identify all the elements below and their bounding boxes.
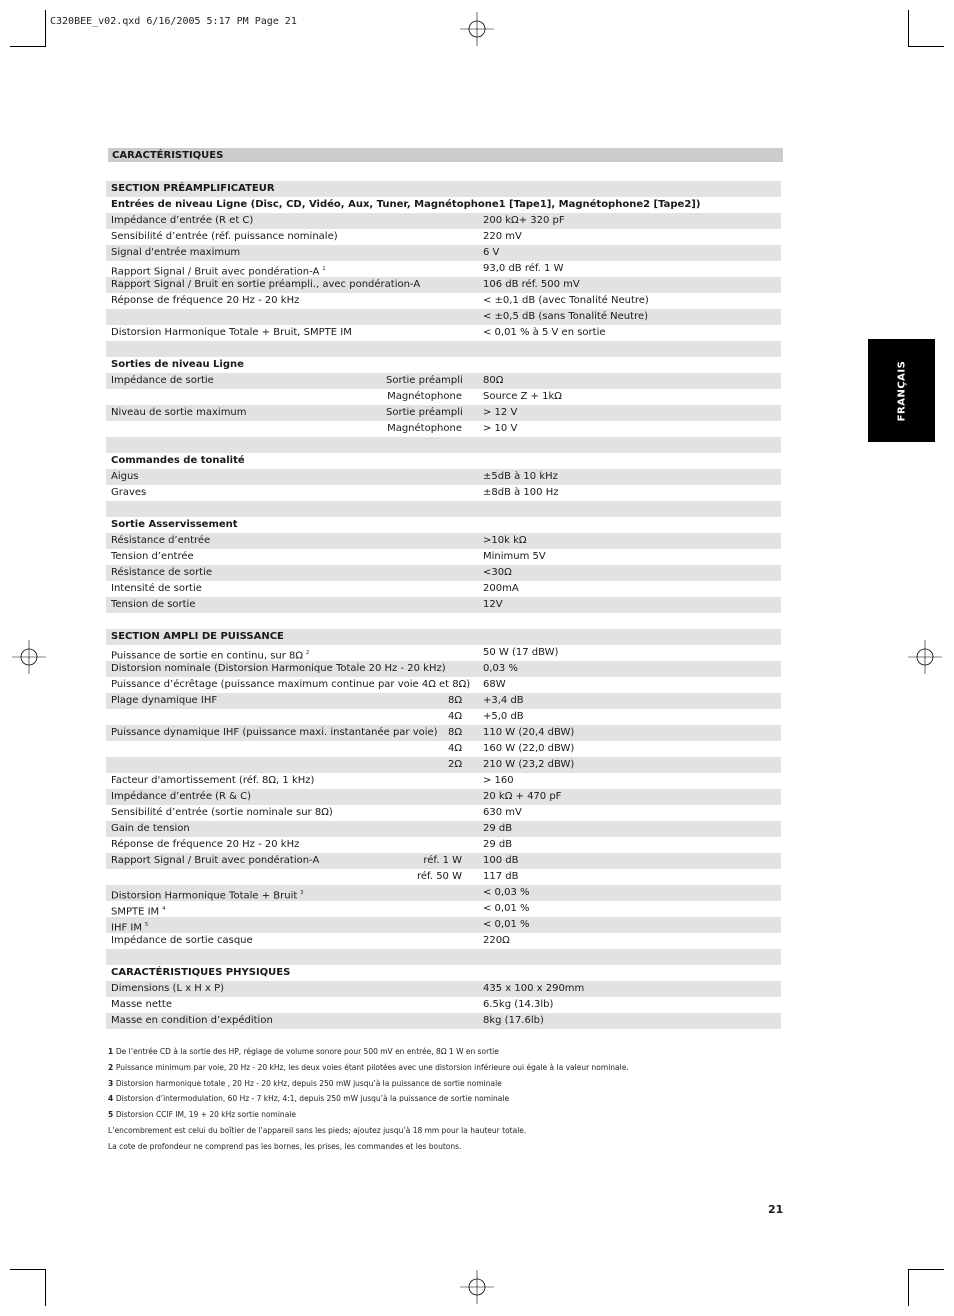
spec-condition [386,293,462,309]
spec-condition [386,325,462,341]
specifications-table [106,181,781,1029]
footnote [108,1109,808,1125]
spec-condition [386,229,462,245]
footnote-number: 4 [108,1094,116,1104]
spec-condition [386,213,462,229]
registration-mark-icon [908,640,942,674]
spec-label: Résistance d’entrée [111,535,211,546]
spec-label: Impédance d’entrée (R et C) [111,215,254,226]
spec-label: Sensibilité d’entrée (sortie nominale sur 8Ω) [111,807,333,818]
spec-value: 200 kΩ+ 320 pF [483,215,565,226]
spec-value: 220Ω [483,935,510,946]
spec-row [106,773,781,789]
footnote-text: De l’entrée CD à la sortie des HP, réglage de volume sonore pour 500 mV en entrée, 8Ω 1 W en sortie [115,1047,499,1056]
spec-label [106,421,386,437]
footnote-text: Distorsion harmonique totale , 20 Hz - 20 kHz, depuis 250 mW jusqu’à la puissance de sortie nominale [115,1078,502,1088]
spec-label: Tension de sortie [111,599,196,610]
crop-mark [908,1269,909,1306]
spec-condition [386,357,462,373]
spec-condition [386,821,462,837]
crop-mark [10,1269,46,1270]
footnote-ref: 5 [144,922,149,928]
spec-value: 630 mV [483,807,522,818]
spec-row [106,341,781,357]
spec-row [106,437,781,453]
spec-label: Impédance d’entrée (R & C) [111,791,252,802]
spec-label: Distorsion nominale (Distorsion Harmonique Totale 20 Hz - 20 kHz) [111,663,446,674]
spec-row [106,981,781,997]
spec-condition [386,965,462,981]
print-slug: C320BEE_v02.qxd 6/16/2005 5:17 PM Page 21 [50,16,297,27]
spec-value: ±8dB à 100 Hz [483,487,559,498]
spec-section-heading [106,181,781,197]
crop-mark [908,1269,944,1270]
spec-row [106,613,781,629]
spec-value: > 12 V [483,407,518,418]
spec-row [106,469,781,485]
spec-condition [386,597,462,613]
footnote-ref: 2 [306,650,310,656]
spec-row [106,789,781,805]
spec-label: Distorsion Harmonique Totale + Bruit, SMPTE IM [111,327,352,338]
spec-value [462,341,483,357]
spec-label [106,949,386,965]
spec-section-heading [106,453,781,469]
spec-label: Plage dynamique IHF [111,695,218,706]
spec-condition [386,805,462,821]
spec-label: SMPTE IM $^4$ [111,906,166,918]
spec-label: Graves [111,487,147,498]
footnote-number: 3 [108,1078,116,1088]
spec-row [106,549,781,565]
spec-row [106,261,781,277]
spec-label: Aigus [111,471,139,482]
spec-row [106,389,781,405]
spec-label: Puissance de sortie en continu, sur 8Ω $^2$ [111,650,310,662]
spec-value: 68W [483,679,506,690]
spec-label [106,341,386,357]
spec-section-heading [106,517,781,533]
spec-condition [386,581,462,597]
spec-row [106,533,781,549]
spec-condition [386,981,462,997]
spec-label: Signal d'entrée maximum [111,247,241,258]
spec-row [106,501,781,517]
spec-value: 210 W (23,2 dBW) [483,759,575,770]
spec-label [106,741,386,757]
spec-condition [386,245,462,261]
spec-condition [386,549,462,565]
spec-condition [386,901,462,917]
spec-label: Réponse de fréquence 20 Hz - 20 kHz [111,295,300,306]
spec-condition [386,277,462,293]
footnote [108,1046,808,1062]
spec-condition [386,629,462,645]
spec-value [462,629,483,645]
spec-label: SECTION PRÉAMPLIFICATEUR [111,183,275,194]
page-number: 21 [768,1203,784,1216]
spec-label [106,309,386,325]
spec-value: > 160 [483,775,514,786]
spec-condition: 8Ω [447,695,462,706]
spec-row [106,565,781,581]
spec-condition [386,469,462,485]
footnote [108,1125,808,1141]
spec-value [462,437,483,453]
spec-row [106,725,781,741]
spec-label: Rapport Signal / Bruit en sortie préampli., avec pondération-A [111,279,421,290]
spec-condition [386,309,462,325]
spec-section-heading [106,965,781,981]
language-side-tab-label: FRANÇAIS [896,360,907,421]
spec-condition [386,613,462,629]
spec-row [106,885,781,901]
registration-mark-icon [12,640,46,674]
spec-row [106,901,781,917]
spec-label: Impédance de sortie casque [111,935,253,946]
spec-condition [386,1013,462,1029]
spec-row [106,325,781,341]
spec-label: Sensibilité d’entrée (réf. puissance nominale) [111,231,338,242]
registration-mark-icon [460,12,494,46]
spec-label: CARACTÉRISTIQUES PHYSIQUES [111,967,291,978]
spec-row [106,245,781,261]
spec-value: 110 W (20,4 dBW) [483,727,575,738]
crop-mark [908,10,909,47]
footnotes [108,1046,808,1157]
spec-value: Minimum 5V [483,551,546,562]
spec-label: Sorties de niveau Ligne [111,359,244,370]
spec-condition: Sortie préampli [386,407,463,418]
spec-row [106,309,781,325]
spec-condition: réf. 50 W [417,871,462,882]
spec-value: 6.5kg (14.3lb) [483,999,554,1010]
spec-label: Distorsion Harmonique Totale + Bruit $^3$ [111,890,304,902]
spec-row [106,293,781,309]
spec-row [106,933,781,949]
spec-value [462,949,483,965]
language-side-tab [868,339,935,442]
spec-row [106,229,781,245]
spec-value: 8kg (17.6lb) [483,1015,544,1026]
spec-value: +5,0 dB [483,711,524,722]
footnote-ref: 4 [162,906,166,912]
spec-row [106,277,781,293]
spec-label: Tension d’entrée [111,551,194,562]
spec-label: Puissance d’écrêtage (puissance maximum continue par voie 4Ω et 8Ω) [111,679,471,690]
spec-label: SECTION AMPLI DE PUISSANCE [111,631,284,642]
spec-condition [386,181,462,197]
footnote-text: Puissance minimum par voie, 20 Hz - 20 kHz, les deux voies étant pilotées avec une distorsion inférieure oui égale à la valeur nominale. [115,1062,629,1072]
spec-condition [386,885,462,901]
spec-value: 12V [483,599,503,610]
footnote-number: 5 [108,1110,116,1120]
spec-condition: Magnétophone [387,391,462,402]
spec-row [106,837,781,853]
spec-label [106,389,386,405]
spec-condition [386,949,462,965]
spec-value [462,965,483,981]
spec-condition [386,261,462,277]
spec-label: IHF IM $^5$ [111,922,149,934]
spec-value [462,517,483,533]
footnote-ref: 3 [300,890,304,896]
spec-condition [386,677,462,693]
spec-value: < 0,03 % [483,887,530,898]
spec-label [106,869,386,885]
spec-label [106,437,386,453]
spec-condition [386,501,462,517]
spec-row [106,213,781,229]
registration-mark-icon [460,1270,494,1304]
spec-section-heading [106,629,781,645]
page-title-text: CARACTÉRISTIQUES [112,150,224,161]
spec-label: Puissance dynamique IHF (puissance maxi. instantanée par voie) [111,727,438,738]
footnote-ref: 1 [322,266,326,272]
spec-value: 20 kΩ + 470 pF [483,791,562,802]
spec-condition [386,453,462,469]
spec-value [462,197,483,213]
spec-label: Sortie Asservissement [111,519,238,530]
spec-condition [386,437,462,453]
spec-row [106,1013,781,1029]
spec-condition: Sortie préampli [386,375,463,386]
spec-label: Masse en condition d’expédition [111,1015,273,1026]
spec-value: Source Z + 1kΩ [483,391,562,402]
spec-value: < ±0,1 dB (avec Tonalité Neutre) [483,295,649,306]
spec-row [106,373,781,389]
spec-condition [386,789,462,805]
spec-label: Résistance de sortie [111,567,213,578]
spec-row [106,853,781,869]
spec-label: Intensité de sortie [111,583,202,594]
spec-value: 160 W (22,0 dBW) [483,743,575,754]
spec-value: > 10 V [483,423,518,434]
footnote-text: Distorsion d’intermodulation, 60 Hz - 7 kHz, 4:1, depuis 250 mW jusqu’à la puissance de sortie nominale [115,1094,510,1104]
spec-row [106,709,781,725]
spec-row [106,645,781,661]
spec-value: < 0,01 % [483,903,530,914]
spec-value: 93,0 dB réf. 1 W [483,263,564,274]
footnote [108,1062,808,1078]
footnote-text: La cote de profondeur ne comprend pas les bornes, les prises, les commandes et les boutons. [108,1141,462,1151]
spec-value: < ±0,5 dB (sans Tonalité Neutre) [483,311,649,322]
spec-value: 100 dB [483,855,519,866]
footnote-text: L’encombrement est celui du boîtier de l’appareil sans les pieds; ajoutez jusqu’à 18 mm pour la hauteur totale. [108,1125,527,1135]
spec-row [106,997,781,1013]
spec-value: 220 mV [483,231,522,242]
spec-condition [386,773,462,789]
spec-row [106,805,781,821]
spec-value: <30Ω [483,567,512,578]
spec-row [106,405,781,421]
spec-label: Entrées de niveau Ligne (Disc, CD, Vidéo, Aux, Tuner, Magnétophone1 [Tape1], Magnétophone2 [Tape2]) [111,199,701,210]
spec-value: >10k kΩ [483,535,527,546]
spec-value: 6 V [483,247,500,258]
spec-section-heading [106,197,781,213]
spec-row [106,757,781,773]
spec-condition [386,933,462,949]
spec-value: 435 x 100 x 290mm [483,983,585,994]
spec-condition [386,533,462,549]
spec-label: Niveau de sortie maximum [111,407,247,418]
spec-section-heading [106,357,781,373]
spec-label: Réponse de fréquence 20 Hz - 20 kHz [111,839,300,850]
spec-label [106,757,386,773]
spec-value [462,613,483,629]
spec-row [106,741,781,757]
spec-row [106,597,781,613]
spec-value [462,501,483,517]
spec-label: Impédance de sortie [111,375,214,386]
spec-row [106,821,781,837]
spec-condition [386,645,462,661]
spec-row [106,661,781,677]
spec-value: < 0,01 % [483,919,530,930]
crop-mark [908,46,944,47]
footnote [108,1093,808,1109]
spec-row [106,677,781,693]
footnote-number: 1 [108,1047,116,1056]
spec-condition [386,837,462,853]
spec-condition: 4Ω [447,711,462,722]
spec-label [106,613,386,629]
spec-condition [386,341,462,357]
spec-row [106,693,781,709]
crop-mark [45,1269,46,1306]
spec-value: ±5dB à 10 kHz [483,471,558,482]
spec-value [462,357,483,373]
crop-mark [45,10,46,47]
spec-condition [386,997,462,1013]
spec-condition: réf. 1 W [423,855,462,866]
spec-condition: 2Ω [447,759,462,770]
spec-condition [386,661,462,677]
spec-label: Gain de tension [111,823,190,834]
spec-row [106,581,781,597]
spec-value: 80Ω [483,375,504,386]
footnote [108,1141,808,1157]
spec-value: 50 W (17 dBW) [483,647,559,658]
spec-label: Commandes de tonalité [111,455,245,466]
spec-condition: Magnétophone [387,423,462,434]
spec-condition: 8Ω [447,727,462,738]
spec-value: 0,03 % [483,663,518,674]
spec-label: Facteur d'amortissement (réf. 8Ω, 1 kHz) [111,775,315,786]
spec-row [106,869,781,885]
spec-condition [386,565,462,581]
spec-value: < 0,01 % à 5 V en sortie [483,327,606,338]
spec-condition [386,517,462,533]
spec-row [106,949,781,965]
crop-mark [10,46,46,47]
spec-value [462,453,483,469]
spec-label [106,501,386,517]
spec-label: Rapport Signal / Bruit avec pondération-A [111,855,320,866]
footnote-text: Distorsion CCIF IM, 19 + 20 kHz sortie nominale [115,1110,296,1120]
spec-label: Masse nette [111,999,172,1010]
spec-value: +3,4 dB [483,695,524,706]
spec-condition [386,917,462,933]
footnote-number: 2 [108,1062,116,1072]
spec-label [106,709,386,725]
footnote [108,1078,808,1094]
spec-condition [386,197,462,213]
spec-value: 200mA [483,583,519,594]
spec-row [106,421,781,437]
spec-value: 29 dB [483,823,513,834]
spec-value: 29 dB [483,839,513,850]
spec-row [106,917,781,933]
spec-value: 117 dB [483,871,519,882]
spec-condition [386,485,462,501]
spec-row [106,485,781,501]
spec-value: 106 dB réf. 500 mV [483,279,580,290]
spec-value [462,181,483,197]
page-title [108,148,783,162]
spec-label: Dimensions (L x H x P) [111,983,225,994]
spec-condition: 4Ω [447,743,462,754]
spec-label: Rapport Signal / Bruit avec pondération-A $^1$ [111,266,326,278]
